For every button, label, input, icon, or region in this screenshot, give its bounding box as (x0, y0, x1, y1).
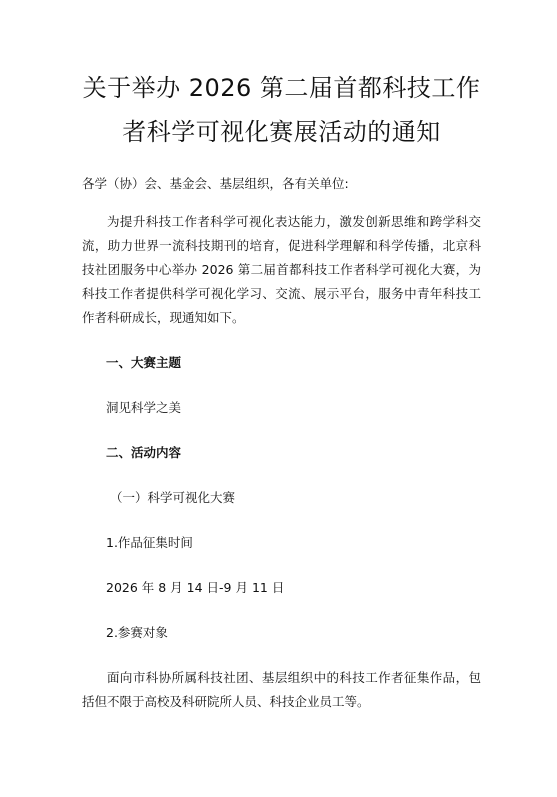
item-heading-time: 1.作品征集时间 (106, 535, 193, 550)
section-heading-content: 二、活动内容 (106, 445, 182, 460)
document-title: 关于举办 2026 第二届首都科技工作者科学可视化赛展活动的通知 (82, 74, 481, 146)
item-heading-participants: 2.参赛对象 (106, 625, 168, 640)
item-body-participants: 面向市科协所属科技社团、基层组织中的科技工作者征集作品，包括但不限于高校及科研院所人员、科技企业员工等。 (82, 670, 481, 709)
section-heading-theme: 一、大赛主题 (106, 355, 182, 370)
subsection-heading-contest: （一）科学可视化大赛 (110, 490, 236, 505)
section-body-theme: 洞见科学之美 (106, 400, 182, 415)
salutation: 各学（协）会、基金会、基层组织，各有关单位: (82, 176, 349, 191)
intro-paragraph: 为提升科技工作者科学可视化表达能力，激发创新思维和跨学科交流，助力世界一流科技期刊的培育，促进科学理解和科学传播，北京科技社团服务中心举办 2026 第二届首都科技工作者科学可视化大赛，为科技工作者提供科学可视化学习、交流、展示平台，服务中青年科技工作者科研成长，现通知如下。 (82, 214, 481, 325)
item-body-time: 2026 年 8 月 14 日-9 月 11 日 (106, 580, 285, 595)
